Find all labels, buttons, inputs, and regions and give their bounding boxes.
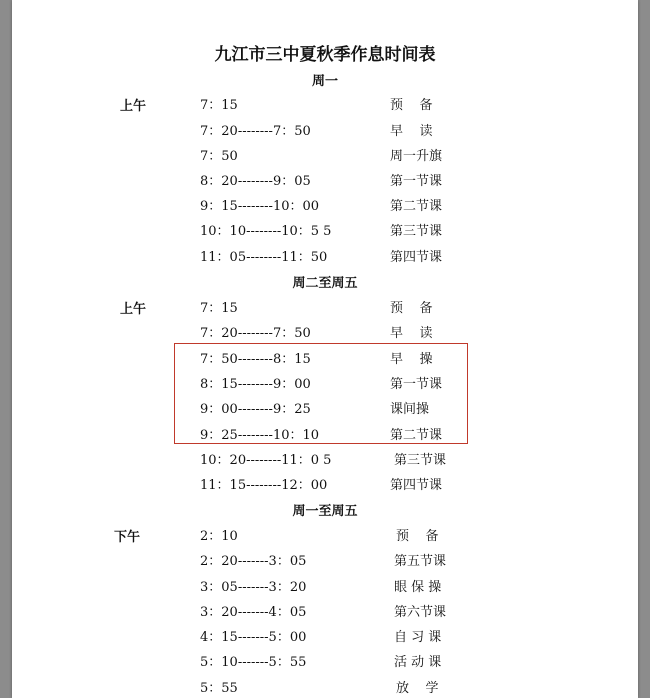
- schedule-row: [12, 246, 638, 266]
- schedule-row: [12, 525, 638, 545]
- time-cell: 3：20-------4：05: [200, 605, 307, 620]
- period-label: 上午: [120, 99, 147, 114]
- section-heading-mon-fri: 周一至周五: [292, 504, 358, 519]
- activity-cell: 眼 保 操: [394, 580, 442, 595]
- schedule-row: [12, 373, 638, 393]
- time-cell: 5：10-------5：55: [200, 655, 307, 670]
- time-cell: 7：15: [200, 301, 238, 316]
- schedule-row: [12, 550, 638, 570]
- schedule-row: [12, 297, 638, 317]
- time-cell: 7：50--------8：15: [200, 352, 311, 367]
- time-cell: 9：25--------10：10: [200, 428, 320, 443]
- activity-cell: 活 动 课: [394, 655, 442, 670]
- schedule-row: [12, 626, 638, 646]
- time-cell: 9：00--------9：25: [200, 402, 311, 417]
- activity-cell: 第五节课: [394, 554, 447, 569]
- time-cell: 8：15--------9：00: [200, 377, 311, 392]
- schedule-row: [12, 120, 638, 140]
- activity-cell: 自 习 课: [394, 630, 442, 645]
- schedule-row: [12, 576, 638, 596]
- activity-cell: 课间操: [390, 402, 430, 417]
- time-cell: 2：20-------3：05: [200, 554, 307, 569]
- schedule-row: [12, 145, 638, 165]
- schedule-row: [12, 94, 638, 114]
- activity-cell: 第三节课: [390, 224, 443, 239]
- schedule-row: [12, 449, 638, 469]
- activity-cell: 早 读: [390, 124, 433, 139]
- period-label: 下午: [114, 530, 141, 545]
- time-cell: 7：20--------7：50: [200, 124, 311, 139]
- activity-cell: 第三节课: [394, 453, 447, 468]
- schedule-row: [12, 601, 638, 621]
- document-title: 九江市三中夏秋季作息时间表: [214, 45, 436, 65]
- time-cell: 10：20--------11：0 5: [200, 453, 332, 468]
- time-cell: 4：15-------5：00: [200, 630, 307, 645]
- schedule-row: [12, 677, 638, 697]
- activity-cell: 早 读: [390, 326, 433, 341]
- period-label: 上午: [120, 302, 147, 317]
- time-cell: 9：15--------10：00: [200, 199, 320, 214]
- schedule-row: [12, 170, 638, 190]
- time-cell: 7：20--------7：50: [200, 326, 311, 341]
- time-cell: 5：55: [200, 681, 238, 696]
- activity-cell: 第六节课: [394, 605, 447, 620]
- activity-cell: 第二节课: [390, 428, 443, 443]
- activity-cell: 第四节课: [390, 478, 443, 493]
- schedule-row: [12, 398, 638, 418]
- time-cell: 3：05-------3：20: [200, 580, 307, 595]
- activity-cell: 预 备: [390, 301, 433, 316]
- schedule-row: [12, 322, 638, 342]
- activity-cell: 周一升旗: [390, 149, 443, 164]
- activity-cell: 预 备: [390, 98, 433, 113]
- time-cell: 8：20--------9：05: [200, 174, 311, 189]
- section-heading-tue-fri: 周二至周五: [292, 276, 358, 291]
- time-cell: 10：10--------10：5 5: [200, 224, 332, 239]
- schedule-row: [12, 348, 638, 368]
- schedule-row: [12, 474, 638, 494]
- time-cell: 11：15--------12：00: [200, 478, 328, 493]
- activity-cell: 放 学: [396, 681, 439, 696]
- schedule-row: [12, 651, 638, 671]
- activity-cell: 第二节课: [390, 199, 443, 214]
- section-heading-monday: 周一: [311, 74, 338, 89]
- time-cell: 2：10: [200, 529, 238, 544]
- time-cell: 7：50: [200, 149, 238, 164]
- activity-cell: 早 操: [390, 352, 433, 367]
- time-cell: 11：05--------11：50: [200, 250, 328, 265]
- activity-cell: 预 备: [396, 529, 439, 544]
- schedule-row: [12, 220, 638, 240]
- activity-cell: 第一节课: [390, 174, 443, 189]
- document-page: [12, 0, 638, 698]
- activity-cell: 第四节课: [390, 250, 443, 265]
- time-cell: 7：15: [200, 98, 238, 113]
- schedule-row: [12, 424, 638, 444]
- activity-cell: 第一节课: [390, 377, 443, 392]
- schedule-row: [12, 195, 638, 215]
